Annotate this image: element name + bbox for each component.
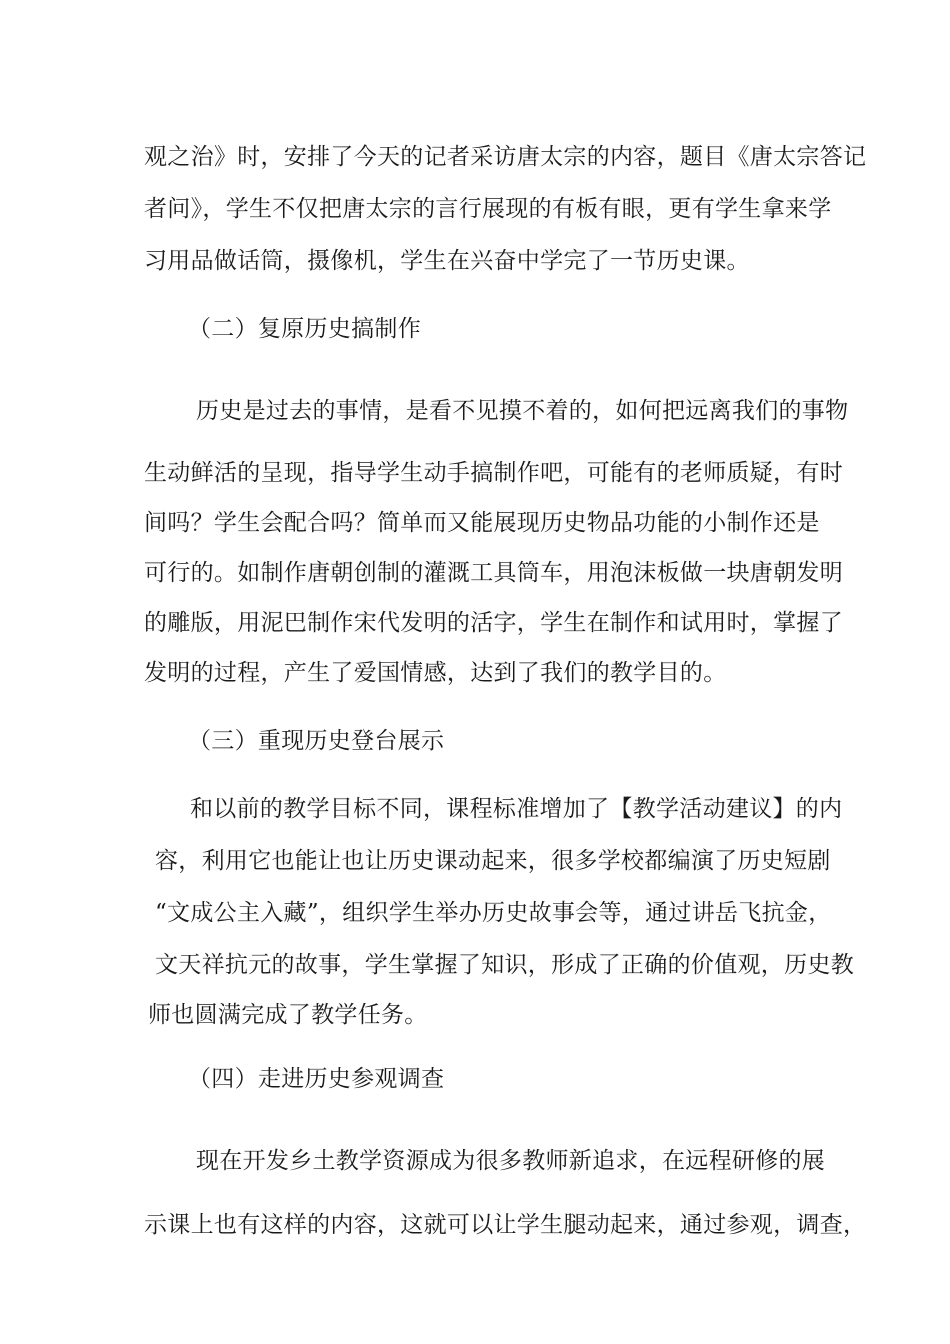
paragraph-line: 可行的。如制作唐朝创制的灌溉工具筒车，用泡沫板做一块唐朝发明 xyxy=(144,560,843,586)
paragraph-line: 历史是过去的事情，是看不见摸不着的，如何把远离我们的事物 xyxy=(196,398,849,424)
paragraph-line: 示课上也有这样的内容，这就可以让学生腿动起来，通过参观，调查， xyxy=(144,1212,867,1238)
paragraph-line: 间吗？学生会配合吗？简单而又能展现历史物品功能的小制作还是 xyxy=(144,510,820,536)
section-heading: （四）走进历史参观调查 xyxy=(188,1066,445,1092)
paragraph-line: 者问》，学生不仅把唐太宗的言行展现的有板有眼，更有学生拿来学 xyxy=(144,196,832,222)
paragraph-line: 发明的过程，产生了爱国情感，达到了我们的教学目的。 xyxy=(144,660,727,686)
paragraph-line: 的雕版，用泥巴制作宋代发明的活字，学生在制作和试用时，掌握了 xyxy=(144,610,843,636)
section-heading: （二）复原历史搞制作 xyxy=(188,316,421,342)
paragraph-line: 观之治》时，安排了今天的记者采访唐太宗的内容，题目《唐太宗答记 xyxy=(144,144,867,170)
paragraph-line: “文成公主入藏”，组织学生举办历史故事会等，通过讲岳飞抗金， xyxy=(155,900,832,926)
paragraph-line: 现在开发乡土教学资源成为很多教师新追求，在远程研修的展 xyxy=(196,1148,826,1174)
paragraph-line: 生动鲜活的呈现，指导学生动手搞制作吧，可能有的老师质疑，有时 xyxy=(144,460,843,486)
paragraph-line: 习用品做话筒，摄像机，学生在兴奋中学完了一节历史课。 xyxy=(144,248,750,274)
paragraph-line: 容，利用它也能让也让历史课动起来，很多学校都编演了历史短剧 xyxy=(155,848,831,874)
paragraph-line: 文天祥抗元的故事，学生掌握了知识，形成了正确的价值观，历史教 xyxy=(155,952,854,978)
paragraph-line: 和以前的教学目标不同，课程标准增加了【教学活动建议】的内 xyxy=(190,796,843,822)
section-heading: （三）重现历史登台展示 xyxy=(188,728,445,754)
paragraph-line: 师也圆满完成了教学任务。 xyxy=(148,1002,428,1028)
